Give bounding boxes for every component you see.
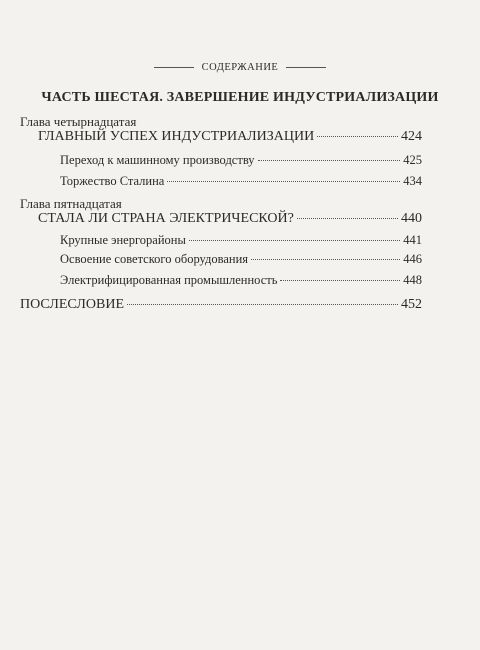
toc-entry-section[interactable] (60, 153, 422, 168)
leader-dots (297, 218, 398, 219)
toc-entry-section[interactable] (60, 174, 422, 189)
toc-entry-page: 434 (403, 174, 422, 188)
leader-dots (167, 181, 400, 182)
leader-dots (317, 136, 398, 137)
part-title: ЧАСТЬ ШЕСТАЯ. ЗАВЕРШЕНИЕ ИНДУСТРИАЛИЗАЦИИ (41, 90, 439, 105)
running-head-text: СОДЕРЖАНИЕ (201, 62, 279, 73)
toc-entry-title: Крупные энергорайоны (60, 233, 186, 247)
toc-entry-page: 440 (401, 211, 422, 226)
leader-dots (127, 304, 398, 305)
toc-entry-page: 448 (403, 273, 422, 287)
toc-entry-section[interactable] (60, 233, 422, 248)
toc-entry-chapter-15[interactable] (38, 211, 422, 227)
leader-dots (258, 160, 401, 161)
toc-entry-chapter-14[interactable] (38, 129, 422, 145)
chapter-label-15: Глава пятнадцатая (20, 196, 122, 211)
toc-entry-section[interactable] (60, 252, 422, 267)
leader-dots (189, 240, 400, 241)
left-rule (154, 67, 194, 68)
toc-entry-page: 452 (401, 297, 422, 312)
leader-dots (251, 259, 400, 260)
leader-dots (280, 280, 400, 281)
toc-entry-page: 424 (401, 129, 422, 144)
chapter-label-14: Глава четырнадцатая (20, 114, 137, 129)
toc-entry-title: ПОСЛЕСЛОВИЕ (20, 297, 125, 312)
toc-entry-title: Торжество Сталина (60, 174, 165, 188)
toc-entry-page: 446 (403, 252, 422, 266)
toc-entry-title: СТАЛА ЛИ СТРАНА ЭЛЕКТРИЧЕСКОЙ? (38, 211, 294, 226)
toc-entry-title: Переход к машинному производству (60, 153, 255, 167)
running-head (0, 62, 480, 73)
toc-entry-title: ГЛАВНЫЙ УСПЕХ ИНДУСТРИАЛИЗАЦИИ (38, 129, 315, 144)
toc-entry-title: Электрифицированная промышленность (60, 273, 278, 287)
toc-entry-title: Освоение советского оборудования (60, 252, 249, 266)
toc-entry-page: 441 (403, 233, 422, 247)
right-rule (286, 67, 326, 68)
toc-entry-afterword[interactable] (20, 297, 422, 313)
toc-entry-page: 425 (403, 153, 422, 167)
toc-entry-section[interactable] (60, 273, 422, 288)
